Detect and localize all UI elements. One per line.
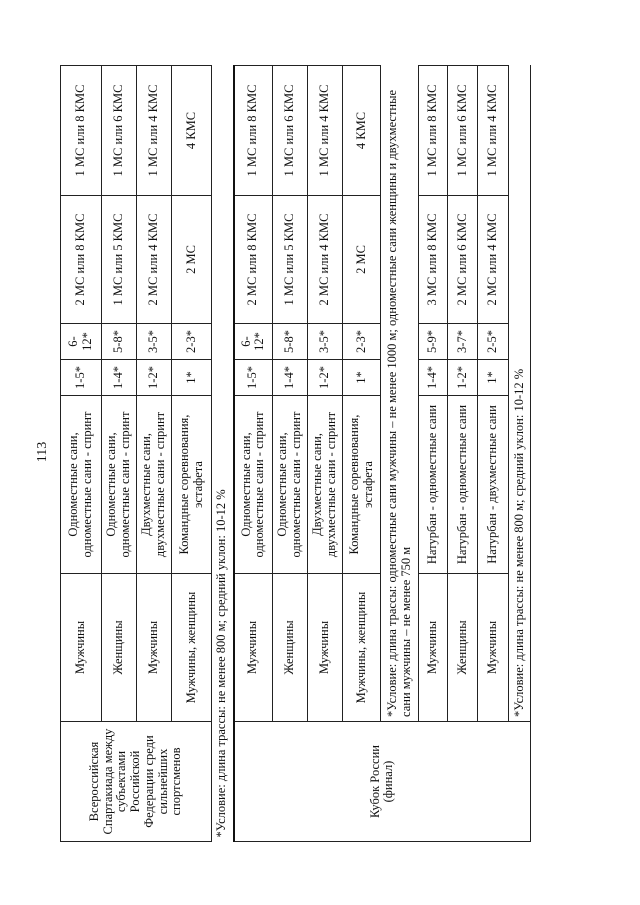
places-cell: 1* bbox=[172, 360, 212, 396]
discipline-cell: Двухместные сани, двухместные сани - спринт bbox=[308, 396, 343, 574]
discipline-cell: Натурбан - двухместные сани bbox=[478, 396, 509, 574]
places-cell: 1-5* bbox=[61, 360, 102, 396]
rotated-table-wrapper bbox=[60, 66, 526, 842]
places-cell: 5-9* bbox=[419, 324, 448, 360]
group-cell: Женщины bbox=[273, 574, 308, 722]
places-cell: 1* bbox=[478, 360, 509, 396]
places-cell: 3-5* bbox=[137, 324, 172, 360]
group-cell: Мужчины bbox=[308, 574, 343, 722]
places-cell: 1-2* bbox=[308, 360, 343, 396]
places-cell: 1-2* bbox=[448, 360, 478, 396]
page-number: 113 bbox=[35, 441, 50, 463]
requirement-cell: 1 МС или 4 КМС bbox=[137, 66, 172, 196]
requirement-cell: 2 МС или 8 КМС bbox=[61, 196, 102, 324]
places-cell: 1* bbox=[343, 360, 381, 396]
condition-text: *Условие: длина трассы: не менее 800 м; средний уклон: 10-12 % bbox=[212, 66, 234, 842]
group-cell: Мужчины bbox=[137, 574, 172, 722]
discipline-cell: Одноместные сани, одноместные сани - спринт bbox=[61, 396, 102, 574]
requirement-cell: 2 МС или 4 КМС bbox=[478, 196, 509, 324]
condition-text: *Условие: длина трассы: не менее 800 м; средний уклон: 10-12 % bbox=[509, 66, 531, 722]
requirement-cell: 4 КМС bbox=[172, 66, 212, 196]
places-cell: 5-8* bbox=[102, 324, 137, 360]
requirement-cell: 2 МС или 4 КМС bbox=[137, 196, 172, 324]
requirement-cell: 1 МС или 5 КМС bbox=[273, 196, 308, 324]
requirement-cell: 1 МС или 4 КМС bbox=[308, 66, 343, 196]
discipline-cell: Командные соревнования, эстафета bbox=[172, 396, 212, 574]
condition-text: *Условие: длина трассы: одноместные сани мужчины – не менее 1000 м; одноместные сани женщины и двухместные сани мужчины – не менее 750 м bbox=[381, 66, 419, 722]
requirement-cell: 1 МС или 6 КМС bbox=[102, 66, 137, 196]
group-cell: Женщины bbox=[102, 574, 137, 722]
table-row bbox=[61, 66, 102, 842]
places-cell: 2-3* bbox=[172, 324, 212, 360]
requirement-cell: 1 МС или 8 КМС bbox=[419, 66, 448, 196]
places-cell: 2-3* bbox=[343, 324, 381, 360]
competition-name-cell: Всероссийская Спартакиада между субъектами Российской Федерации среди сильнейших спортсменов bbox=[61, 722, 212, 842]
requirement-cell: 2 МС или 8 КМС bbox=[234, 196, 273, 324]
places-cell: 3-5* bbox=[308, 324, 343, 360]
discipline-cell: Одноместные сани, одноместные сани - спринт bbox=[234, 396, 273, 574]
places-cell: 1-2* bbox=[137, 360, 172, 396]
competition-name-cell: Кубок России (финал) bbox=[234, 722, 531, 842]
places-cell: 3-7* bbox=[448, 324, 478, 360]
requirement-cell: 1 МС или 8 КМС bbox=[61, 66, 102, 196]
places-cell: 1-4* bbox=[102, 360, 137, 396]
requirement-cell: 2 МС или 6 КМС bbox=[448, 196, 478, 324]
places-cell: 1-4* bbox=[419, 360, 448, 396]
requirement-cell: 4 КМС bbox=[343, 66, 381, 196]
requirement-cell: 1 МС или 5 КМС bbox=[102, 196, 137, 324]
requirement-cell: 2 МС bbox=[172, 196, 212, 324]
group-cell: Мужчины bbox=[234, 574, 273, 722]
group-cell: Мужчины, женщины bbox=[172, 574, 212, 722]
places-cell: 2-5* bbox=[478, 324, 509, 360]
group-cell: Мужчины, женщины bbox=[343, 574, 381, 722]
requirement-cell: 2 МС или 4 КМС bbox=[308, 196, 343, 324]
places-cell: 1-4* bbox=[273, 360, 308, 396]
discipline-cell: Двухместные сани, двухместные сани - спринт bbox=[137, 396, 172, 574]
requirement-cell: 1 МС или 6 КМС bbox=[273, 66, 308, 196]
discipline-cell: Командные соревнования, эстафета bbox=[343, 396, 381, 574]
discipline-cell: Натурбан - одноместные сани bbox=[448, 396, 478, 574]
discipline-cell: Натурбан - одноместные сани bbox=[419, 396, 448, 574]
group-cell: Мужчины bbox=[61, 574, 102, 722]
condition-row bbox=[212, 66, 234, 842]
discipline-cell: Одноместные сани, одноместные сани - спринт bbox=[102, 396, 137, 574]
group-cell: Мужчины bbox=[478, 574, 509, 722]
places-cell: 6-12* bbox=[234, 324, 273, 360]
group-cell: Мужчины bbox=[419, 574, 448, 722]
requirement-cell: 1 МС или 6 КМС bbox=[448, 66, 478, 196]
group-cell: Женщины bbox=[448, 574, 478, 722]
requirement-cell: 3 МС или 8 КМС bbox=[419, 196, 448, 324]
table-row bbox=[234, 66, 273, 842]
discipline-cell: Одноместные сани, одноместные сани - спринт bbox=[273, 396, 308, 574]
places-cell: 5-8* bbox=[273, 324, 308, 360]
requirement-cell: 1 МС или 8 КМС bbox=[234, 66, 273, 196]
places-cell: 1-5* bbox=[234, 360, 273, 396]
requirement-cell: 2 МС bbox=[343, 196, 381, 324]
places-cell: 6-12* bbox=[61, 324, 102, 360]
requirement-cell: 1 МС или 4 КМС bbox=[478, 66, 509, 196]
competition-table bbox=[60, 65, 531, 842]
